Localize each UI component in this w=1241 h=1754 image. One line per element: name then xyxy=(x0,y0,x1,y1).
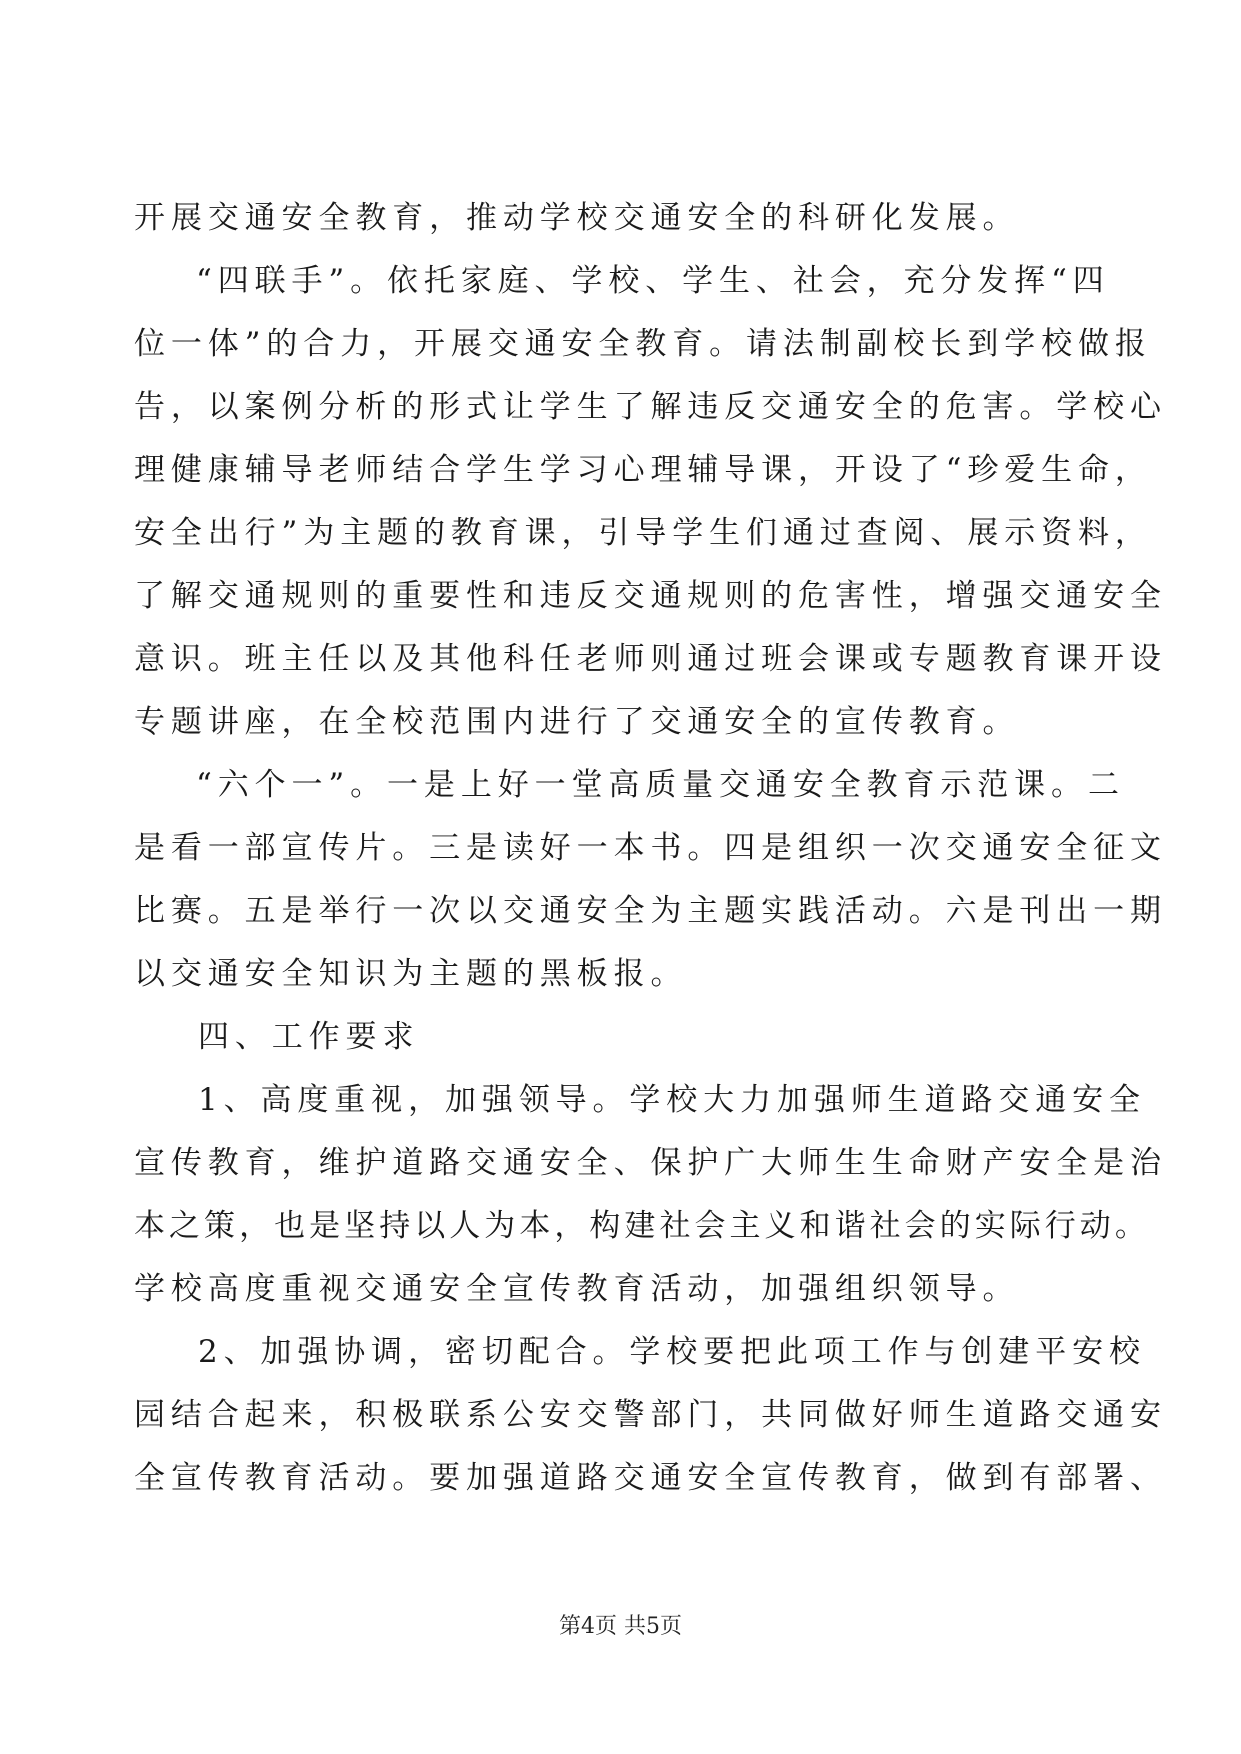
text-line-11: 是看一部宣传片。三是读好一本书。四是组织一次交通安全征文 xyxy=(134,830,1167,866)
text-line-13: 以交通安全知识为主题的黑板报。 xyxy=(134,956,688,992)
text-line-7: 了解交通规则的重要性和违反交通规则的危害性，增强交通安全 xyxy=(134,578,1167,614)
text-line-3: 位一体”的合力，开展交通安全教育。请法制副校长到学校做报 xyxy=(134,326,1152,362)
text-line-15: 1、高度重视，加强领导。学校大力加强师生道路交通安全 xyxy=(198,1082,1146,1118)
text-line-12: 比赛。五是举行一次以交通安全为主题实践活动。六是刊出一期 xyxy=(134,893,1167,929)
text-line-1: 开展交通安全教育，推动学校交通安全的科研化发展。 xyxy=(134,200,1020,236)
text-line-19: 2、加强协调，密切配合。学校要把此项工作与创建平安校 xyxy=(198,1334,1146,1370)
text-line-10: “六个一”。一是上好一堂高质量交通安全教育示范课。二 xyxy=(196,767,1125,803)
text-line-4: 告，以案例分析的形式让学生了解违反交通安全的危害。学校心 xyxy=(134,389,1167,425)
page-number-footer: 第4页 共5页 xyxy=(559,1614,682,1639)
text-line-9: 专题讲座，在全校范围内进行了交通安全的宣传教育。 xyxy=(134,704,1020,740)
text-line-17: 本之策，也是坚持以人为本，构建社会主义和谐社会的实际行动。 xyxy=(134,1208,1150,1244)
text-line-2: “四联手”。依托家庭、学校、学生、社会，充分发挥“四 xyxy=(196,263,1110,299)
text-line-5: 理健康辅导老师结合学生学习心理辅导课，开设了“珍爱生命， xyxy=(134,452,1152,488)
text-line-21: 全宣传教育活动。要加强道路交通安全宣传教育，做到有部署、 xyxy=(134,1460,1167,1496)
text-line-6: 安全出行”为主题的教育课，引导学生们通过查阅、展示资料， xyxy=(134,515,1152,551)
text-line-18: 学校高度重视交通安全宣传教育活动，加强组织领导。 xyxy=(134,1271,1020,1307)
section-heading: 四、工作要求 xyxy=(198,1019,420,1055)
text-line-20: 园结合起来，积极联系公安交警部门，共同做好师生道路交通安 xyxy=(134,1397,1167,1433)
text-line-16: 宣传教育，维护道路交通安全、保护广大师生生命财产安全是治 xyxy=(134,1145,1167,1181)
text-line-8: 意识。班主任以及其他科任老师则通过班会课或专题教育课开设 xyxy=(134,641,1167,677)
